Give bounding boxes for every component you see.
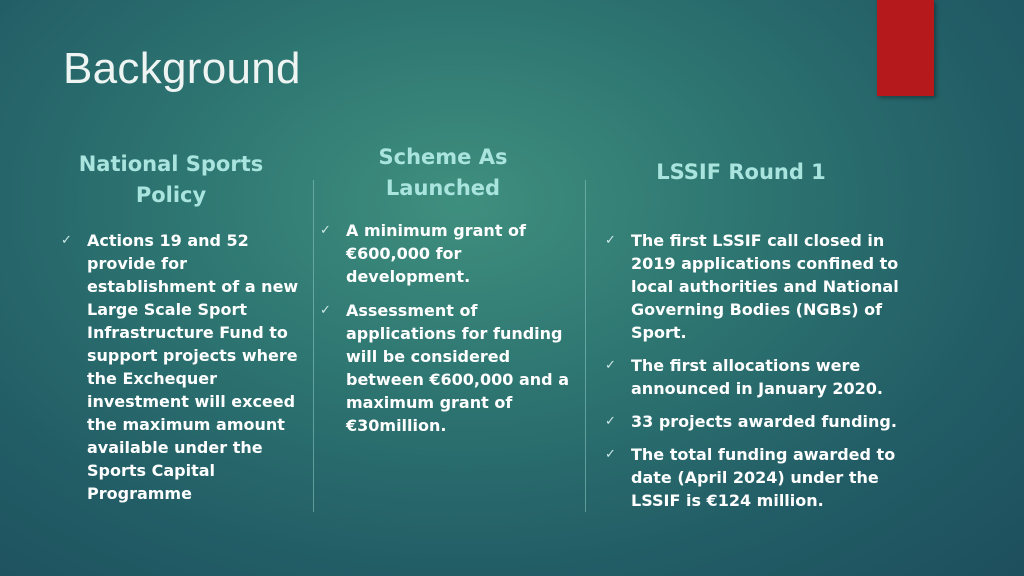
list-item-text: A minimum grant of €600,000 for development.	[346, 221, 526, 286]
column-divider-right	[585, 180, 586, 512]
list-item	[605, 354, 910, 400]
scheme-as-launched-list	[320, 219, 582, 437]
check-icon: ✓	[61, 233, 72, 248]
list-item-text: The first allocations were announced in January 2020.	[631, 356, 883, 398]
lssif-round-1-list	[605, 229, 910, 512]
check-icon: ✓	[605, 447, 616, 462]
list-item	[605, 443, 910, 512]
red-accent-block	[877, 0, 934, 96]
column-divider-left	[313, 180, 314, 512]
list-item	[320, 219, 582, 288]
national-sports-policy-list	[61, 229, 311, 505]
list-item-text: 33 projects awarded funding.	[631, 412, 897, 431]
list-item-text: The total funding awarded to date (April 2024) under the LSSIF is €124 million.	[631, 445, 896, 510]
list-item-text: Actions 19 and 52 provide for establishment of a new Large Scale Sport Infrastructure Fund to support projects where the Exchequer investment will exceed the maximum amount available under the Sports Capital Programme	[87, 231, 299, 503]
column-heading-scheme-as-launched: Scheme As Launched	[378, 145, 508, 200]
check-icon: ✓	[320, 223, 331, 238]
list-item	[320, 299, 582, 437]
check-icon: ✓	[605, 414, 616, 429]
list-item-text: Assessment of applications for funding will be considered between €600,000 and a maximum grant of €30million.	[346, 301, 569, 435]
check-icon: ✓	[605, 233, 616, 248]
list-item	[605, 410, 910, 433]
list-item	[605, 229, 910, 344]
slide-title: Background	[63, 44, 301, 93]
column-heading-national-sports-policy: National Sports Policy	[78, 152, 264, 207]
check-icon: ✓	[320, 303, 331, 318]
list-item	[61, 229, 311, 505]
check-icon: ✓	[605, 358, 616, 373]
column-heading-lssif-round-1: LSSIF Round 1	[656, 160, 826, 184]
list-item-text: The first LSSIF call closed in 2019 applications confined to local authorities and National Governing Bodies (NGBs) of Sport.	[631, 231, 899, 342]
